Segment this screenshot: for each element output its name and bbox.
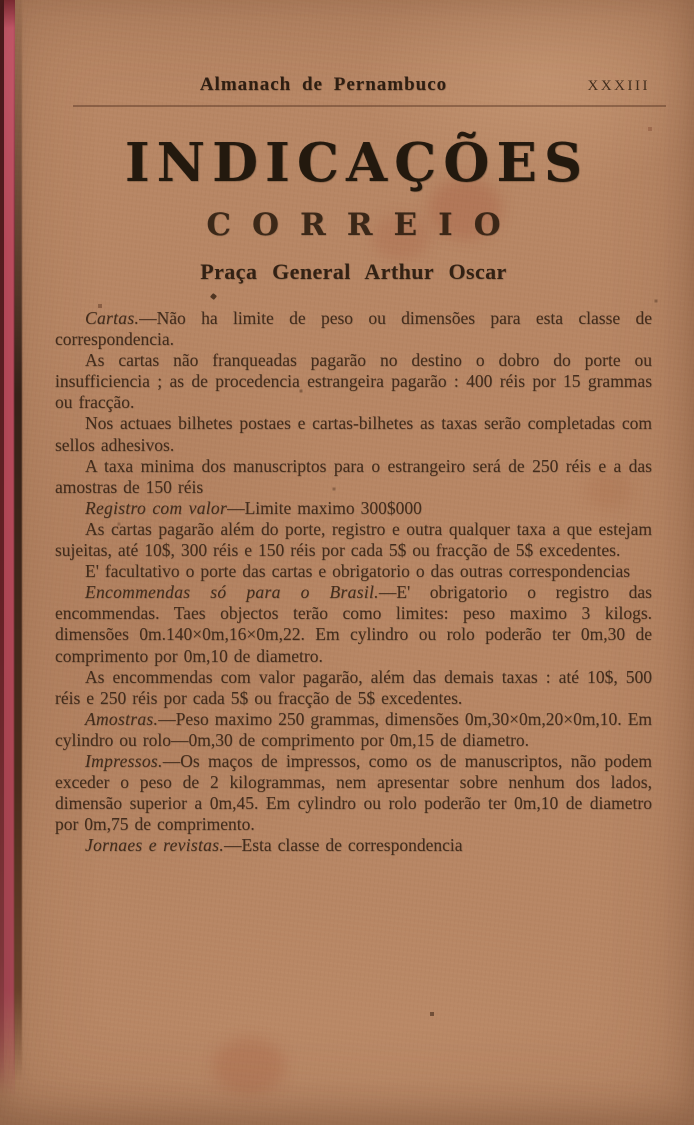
main-title-text: INDICAÇÕES [124,132,590,194]
running-title: Almanach de Pernambuco [199,74,448,95]
main-title [55,132,652,194]
paragraph-lead: Cartas. [85,308,140,328]
paragraph [55,835,652,856]
paragraph [55,561,652,582]
paragraph-text: E' facultativo o porte das cartas e obrigatorio o das outras correspondencias [85,561,631,582]
section-title [55,207,652,243]
paragraph [55,519,652,561]
paragraph-text: —Não ha limite de peso ou dimensões para esta classe de correspondencia. [55,308,652,350]
paragraph [55,751,652,835]
paragraph [55,709,652,751]
paragraph-text: —E' obrigatorio o registro das encommendas. Taes objectos terão como limites: peso maximo 3 kilogs. dimensões 0m.140×0m,16×0m,22. Em cylindro ou rolo poderão ter 0m,30 de comprimento por 0m,10 de diametro. [55,582,652,666]
paragraph-text: As encommendas com valor pagarão, além das demais taxas : até 10$, 500 réis e 250 réis por cada 5$ ou fracção de 5$ excedentes. [55,666,652,708]
paragraph-text: —Limite maximo 300$000 [227,497,422,518]
paragraph [55,350,652,413]
paragraph-lead: Jornaes e revistas. [85,835,224,856]
page-number: XXXIII [587,78,650,94]
paragraph-text: As cartas não franqueadas pagarão no destino o dobro do porte ou insufficiencia ; as de procedencia estrangeira pagarão : 400 réis por 15 grammas ou fracção. [55,350,652,413]
paragraph [55,413,652,455]
paragraph [55,667,652,709]
ornament-dot [210,293,217,300]
section-title-text: CORREIO [206,207,522,243]
paragraph-lead: Encommendas só para o Brasil. [85,582,379,603]
paragraph [55,456,652,498]
paragraph-text: As cartas pagarão além do porte, registro e outra qualquer taxa a que estejam sujeitas, até 10$, 300 réis e 150 réis por cada 5$ ou fracção de 5$ excedentes. [55,518,652,561]
paragraph-lead: Amostras. [85,708,159,729]
body-text [55,308,652,856]
paragraph-text: —Os maços de impressos, como os de manuscriptos, não podem exceder o peso de 2 kilogrammas, nem apresentar sobre nenhum dos lados, dimensão superior a 0m,45. Em cylindro ou rolo poderão ter 0m,10 de diametro por 0m,75 de comprimento. [55,750,652,835]
paragraph [55,498,652,519]
subheading: Praça General Arthur Oscar [200,259,507,284]
paragraph-text: Nos actuaes bilhetes postaes e cartas-bilhetes as taxas serão completadas com sellos adhesivos. [55,413,652,455]
paragraph-lead: Registro com valor [85,497,228,518]
paragraph [55,308,652,350]
paragraph-lead: Impressos. [85,750,163,771]
paragraph-text: —Peso maximo 250 grammas, dimensões 0m,30×0m,20×0m,10. Em cylindro ou rolo—0m,30 de comprimento por 0m,15 de diametro. [55,708,652,750]
paragraph-text: —Esta classe de correspondencia [224,835,463,856]
paragraph-text: A taxa minima dos manuscriptos para o estrangeiro será de 250 réis e a das amostras de 150 réis [55,455,652,497]
header-rule [73,105,666,107]
paragraph [55,582,652,666]
page-header [55,74,652,98]
